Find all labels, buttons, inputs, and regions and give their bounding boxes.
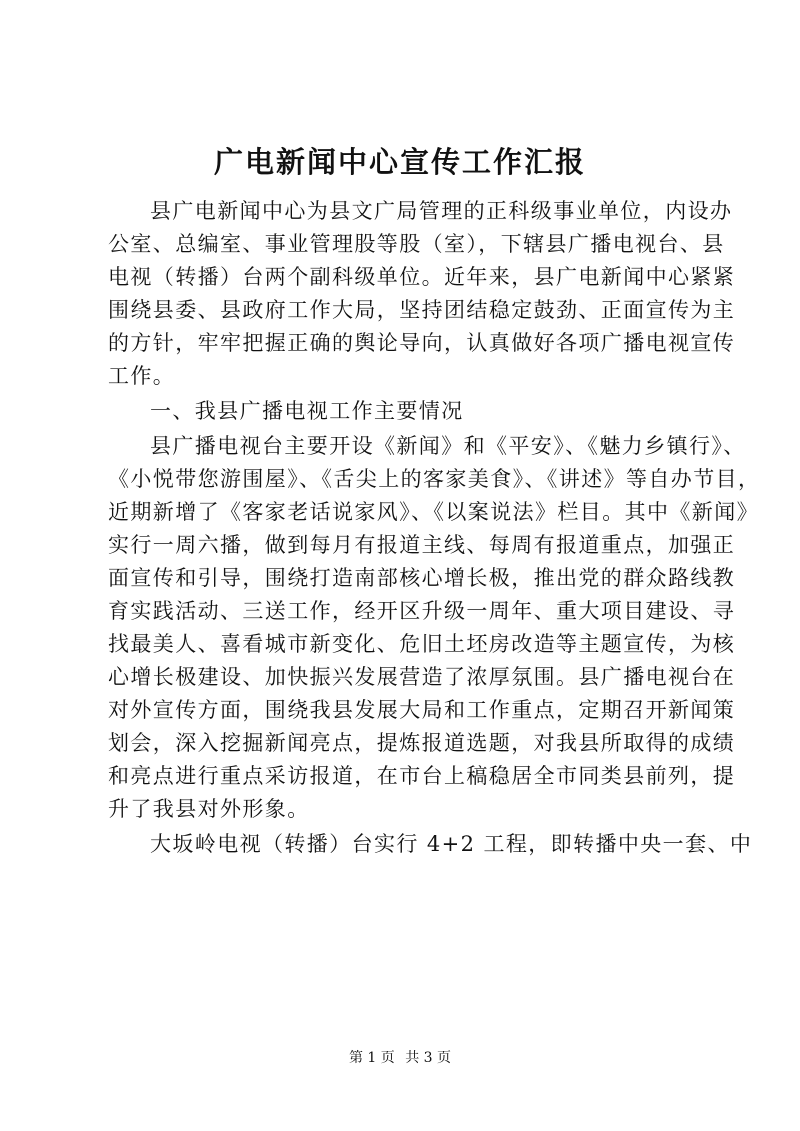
- paragraph-line: 县广电新闻中心为县文广局管理的正科级事业单位，内设办: [150, 199, 733, 223]
- paragraph-line: 围绕县委、县政府工作大局，坚持团结稳定鼓劲、正面宣传为主: [108, 298, 736, 322]
- paragraph-line: 和亮点进行重点采访报道，在市台上稿稳居全市同类县前列，提: [108, 764, 736, 788]
- paragraph-line: 公室、总编室、事业管理股等股（室），下辖县广播电视台、县: [108, 232, 725, 256]
- page-footer: [0, 1048, 800, 1068]
- document-title: 广电新闻中心宣传工作汇报: [213, 145, 586, 179]
- page-number: 第 1 页: [348, 1050, 395, 1066]
- paragraph-line: 心增长极建设、加快振兴发展营造了浓厚氛围。县广播电视台在: [108, 665, 736, 689]
- paragraph-line: 县广播电视台主要开设《新闻》和《平安》、《魅力乡镇行》、: [150, 434, 746, 458]
- paragraph-line: 对外宣传方面，围绕我县发展大局和工作重点，定期召开新闻策: [108, 698, 736, 722]
- paragraph-line: 找最美人、喜看城市新变化、危旧土坯房改造等主题宣传，为核: [108, 632, 736, 656]
- paragraph-line: 育实践活动、三送工作，经开区升级一周年、重大项目建设、寻: [108, 599, 736, 623]
- page-total: 共 3 页: [405, 1050, 452, 1066]
- paragraph-line: 《小悦带您游围屋》、《舌尖上的客家美食》、《讲述》等自办节目，: [108, 467, 761, 491]
- paragraph-line: 的方针，牢牢把握正确的舆论导向，认真做好各项广播电视宣传: [108, 331, 736, 355]
- paragraph-line: 升了我县对外形象。: [108, 797, 310, 821]
- paragraph-line: 大坂岭电视（转播）台实行 4+2 工程，即转播中央一套、中: [150, 832, 753, 856]
- paragraph-line: 划会，深入挖掘新闻亮点，提炼报道选题，对我县所取得的成绩: [108, 731, 736, 755]
- paragraph-line: 实行一周六播，做到每月有报道主线、每周有报道重点，加强正: [108, 533, 736, 557]
- paragraph-line: 电视（转播）台两个副科级单位。近年来，县广电新闻中心紧紧: [108, 265, 736, 289]
- paragraph-line: 工作。: [108, 364, 176, 388]
- section-heading: 一、我县广播电视工作主要情况: [150, 399, 464, 423]
- paragraph-line: 近期新增了《客家老话说家风》、《以案说法》栏目。其中《新闻》: [108, 500, 759, 524]
- paragraph-line: 面宣传和引导，围绕打造南部核心增长极，推出党的群众路线教: [108, 566, 736, 590]
